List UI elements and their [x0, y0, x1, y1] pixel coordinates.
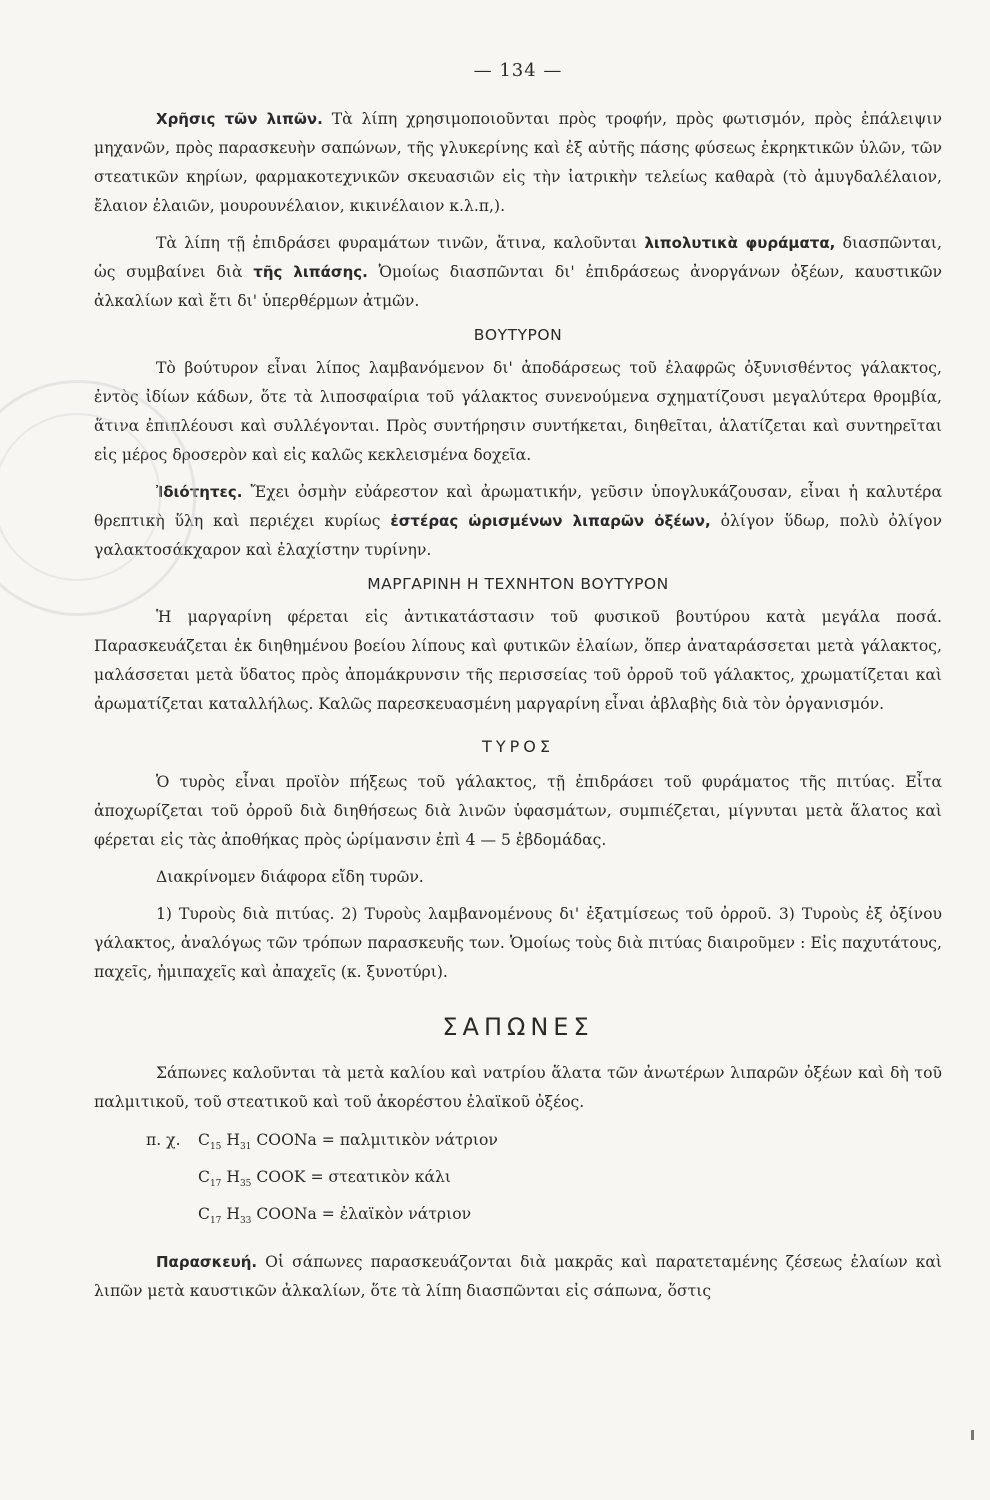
- formula-row: [94, 1199, 942, 1236]
- soaps-heading: ΣΑΠΩΝΕΣ: [442, 1013, 594, 1041]
- fats-use-title: Χρῆσις τῶν λιπῶν.: [156, 110, 323, 128]
- cheese-paragraph-1: Ὁ τυρὸς εἶναι προϊὸν πήξεως τοῦ γάλακτος, τῇ ἐπιδράσει τοῦ φυράματος τῆς πιτύας. Εἶτα ἀποχωρίζεται τοῦ ὀρροῦ διὰ διηθήσεως διὰ λινῶν ὑφασμάτων, συμπιέζεται, μίγνυται μετὰ ἅλατος καὶ φέρεται εἰς τὰς ἀποθήκας πρὸς ὡρίμανσιν ἐπὶ 4 — 5 ἑβδομάδας.: [94, 773, 942, 849]
- formula-row: [94, 1125, 942, 1162]
- butter-properties-paragraph: [94, 478, 942, 565]
- formula: $C_{17}$ $H_{35}$ COOK = στεατικὸν κάλι: [198, 1168, 451, 1190]
- lipolysis-text-c: Ὁμοίως διασπῶνται δι' ἐπιδράσεως ἀνοργάνων ὀξέων, καυστικῶν ἀλκαλίων καὶ ἔτι δι' ὑπερθέρμων ἀτμῶν.: [94, 263, 942, 310]
- lipase-term: τῆς λιπάσης.: [253, 263, 368, 281]
- cheese-paragraph-2: Διακρίνομεν διάφορα εἴδη τυρῶν.: [156, 868, 424, 886]
- esters-term: ἐστέρας ὡρισμένων λιπαρῶν ὀξέων,: [390, 512, 711, 530]
- formula-prefix: π. χ.: [146, 1131, 181, 1149]
- lipolysis-text-a: Τὰ λίπη τῇ ἐπιδράσει φυραμάτων τινῶν, ἅτινα, καλοῦνται: [156, 234, 638, 252]
- fats-use-text: Τὰ λίπη χρησιμοποιοῦνται πρὸς τροφήν, πρὸς φωτισμόν, πρὸς ἐπάλειψιν μηχανῶν, πρὸς παρασκευὴν σαπώνων, τῆς γλυκερίνης καὶ ἐξ αὐτῆς πάσης φύσεως ἐκρηκτικῶν ὑλῶν, τῶν στεατικῶν κηρίων, φαρμακοτεχνικῶν σκευασιῶν εἰς τὴν ἰατρικὴν τελείως καθαρὰ (τὸ ἀμυγδαλέλαιον, ἔλαιον ἐλαιῶν, μουρουνέλαιον, κικινέλαιον κ.λ.π,).: [94, 110, 942, 215]
- lipolysis-paragraph: [94, 229, 942, 316]
- preparation-title: Παρασκευή.: [156, 1253, 258, 1272]
- butter-heading: ΒΟΥΤΥΡΟΝ: [473, 326, 563, 344]
- margin-mark: [971, 1430, 974, 1440]
- soap-preparation-paragraph: [94, 1248, 942, 1306]
- formula-row: [94, 1162, 942, 1199]
- cheese-paragraph-3: 1) Τυροὺς διὰ πιτύας. 2) Τυροὺς λαμβανομένους δι' ἐξατμίσεως τοῦ ὀρροῦ. 3) Τυροὺς ἐξ ὀξίνου γάλακτος, ἀναλόγως τῶν τρόπων παρασκευῆς των. Ὁμοίως τοὺς διὰ πιτύας διαιροῦμεν : Εἰς παχυτάτους, παχεῖς, ἡμιπαχεῖς καὶ ἀπαχεῖς (κ. ξυνοτύρι).: [94, 905, 942, 981]
- formula: $C_{15}$ $H_{31}$ COONa = παλμιτικὸν νάτριον: [198, 1131, 498, 1153]
- butter-paragraph: Τὸ βούτυρον εἶναι λίπος λαμβανόμενον δι' ἀποδάρσεως τοῦ ἐλαφρῶς ὀξυνισθέντος γάλακτος, ἐντὸς ἰδίων κάδων, ὅτε τὰ λιποσφαίρια τοῦ γάλακτος συνενούμενα σχηματίζουσι μεγαλύτερα θρομβία, ἅτινα ἐπιπλέουσι καὶ συλλέγονται. Πρὸς συντήρησιν συντήκεται, διηθεῖται, ἁλατίζεται καὶ συντηρεῖται εἰς μέρος δροσερὸν καὶ εἰς καλῶς κεκλεισμένα δοχεῖα.: [94, 359, 942, 464]
- preparation-text: Οἱ σάπωνες παρασκευάζονται διὰ μακρᾶς καὶ παρατεταμένης ζέσεως ἐλαίων καὶ λιπῶν μετὰ καυστικῶν ἀλκαλίων, ὅτε τὰ λίπη διασπῶνται εἰς σάπωνα, ὅστις: [94, 1253, 942, 1301]
- soaps-paragraph: Σάπωνες καλοῦνται τὰ μετὰ καλίου καὶ νατρίου ἅλατα τῶν ἀνωτέρων λιπαρῶν ὀξέων καὶ δὴ τοῦ παλμιτικοῦ, τοῦ στεατικοῦ καὶ τοῦ ἀκορέστου ἐλαϊκοῦ ὀξέος.: [94, 1064, 942, 1111]
- soap-formulas: [94, 1125, 942, 1236]
- cheese-heading: ΤΥΡΟΣ: [482, 737, 554, 756]
- margarine-heading: ΜΑΡΓΑΡΙΝΗ Η ΤΕΧΝΗΤΟΝ ΒΟΥΤΥΡΟΝ: [367, 575, 669, 593]
- properties-text-b: ὀλίγον ὕδωρ, πολὺ ὀλίγον γαλακτοσάκχαρον καὶ ἐλαχίστην τυρίνην.: [94, 512, 942, 559]
- page-number: — 134 —: [473, 60, 563, 81]
- lipolysis-text-b: διασπῶνται, ὡς συμβαίνει διὰ: [94, 234, 942, 281]
- properties-title: Ἰδιότητες.: [156, 483, 243, 501]
- margarine-paragraph: Ἡ μαργαρίνη φέρεται εἰς ἀντικατάστασιν τοῦ φυσικοῦ βουτύρου κατὰ μεγάλα ποσά. Παρασκευάζεται ἐκ διηθημένου βοείου λίπους καὶ φυτικῶν ἐλαίων, ὅπερ ἀναταράσσεται μετὰ γάλακτος, μαλάσσεται μετὰ ὕδατος πρὸς ἀπομάκρυνσιν τῆς περισσείας τοῦ ὀρροῦ τοῦ γάλακτος, χρωματίζεται καὶ ἀρωματίζεται καταλλήλως. Καλῶς παρεσκευασμένη μαργαρίνη εἶναι ἀβλαβὴς διὰ τὸν ὀργανισμόν.: [94, 608, 942, 713]
- formula: $C_{17}$ $H_{33}$ COONa = ἐλαϊκὸν νάτριον: [198, 1205, 472, 1227]
- fats-use-paragraph: [94, 105, 942, 221]
- lipolytic-enzymes-term: λιπολυτικὰ φυράματα,: [644, 234, 836, 252]
- properties-text-a: Ἔχει ὀσμὴν εὐάρεστον καὶ ἀρωματικήν, γεῦσιν ὑπογλυκάζουσαν, εἶναι ἡ καλυτέρα θρεπτικὴ ὕλη καὶ περιέχει κυρίως: [94, 483, 942, 530]
